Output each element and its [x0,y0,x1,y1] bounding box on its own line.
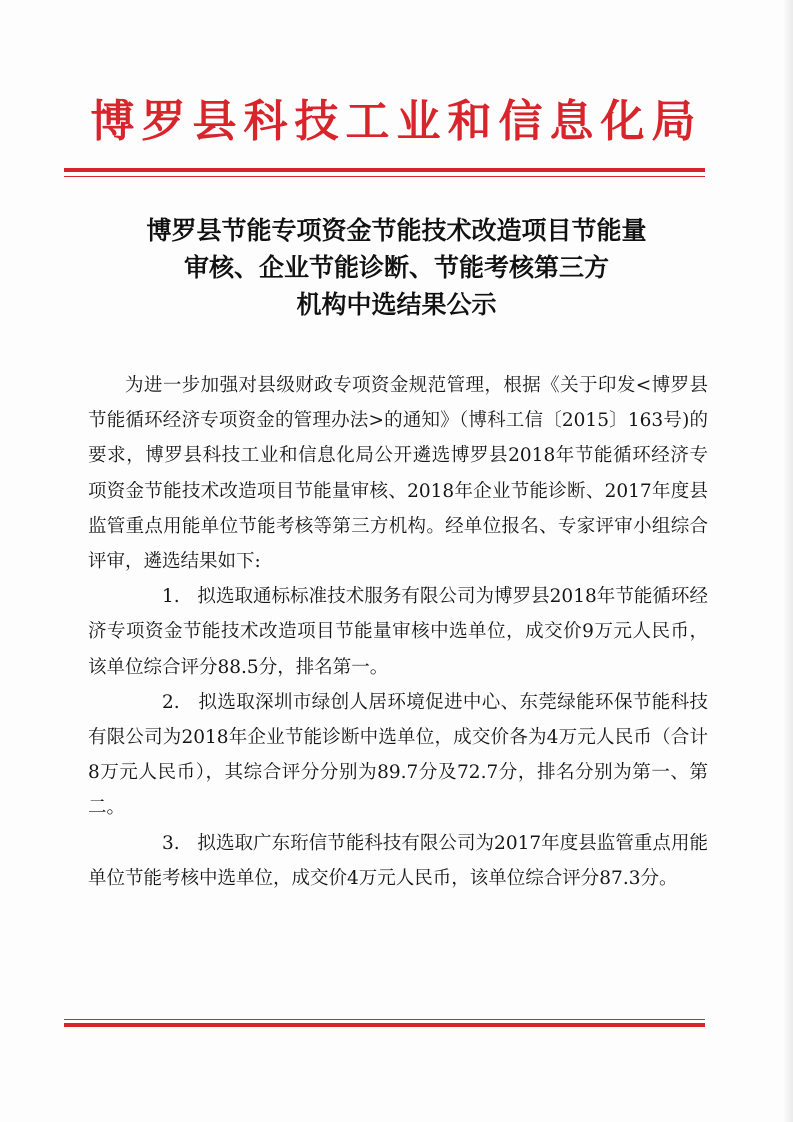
result-item-1 [88,579,708,685]
item-text: 拟选取广东珩信节能科技有限公司为2017年度县监管重点用能单位节能考核中选单位，成交价4万元人民币，该单位综合评分87.3分。 [88,832,708,889]
item-text: 拟选取通标标准技术服务有限公司为博罗县2018年节能循环经济专项资金节能技术改造项目节能量审核中选单位，成交价9万元人民币，该单位综合评分88.5分，排名第一。 [88,586,708,678]
title-line-2: 审核、企业节能诊断、节能考核第三方 [183,253,609,282]
result-item-3 [88,826,708,896]
header-divider-thin [64,176,705,177]
item-number: 2. [162,691,180,713]
result-item-2 [88,685,708,826]
item-number: 1. [162,586,180,608]
document-body [88,368,708,896]
intro-paragraph: 为进一步加强对县级财政专项资金规范管理，根据《关于印发<博罗县节能循环经济专项资金的管理办法>的通知》（博科工信〔2015〕163号)的要求，博罗县科技工业和信息化局公开遴选博罗县2018年节能循环经济专项资金节能技术改造项目节能量审核、2018年企业节能诊断、2017年度县监管重点用能单位节能考核等第三方机构。经单位报名、专家评审小组综合评审，遴选结果如下: [88,375,708,573]
document-title [84,212,709,323]
footer-divider-thin [64,1019,705,1020]
footer-divider-thick [64,1023,705,1027]
scan-edge-shadow [783,0,793,1122]
header-divider-thick [64,168,705,172]
title-line-1: 博罗县节能专项资金节能技术改造项目节能量 [146,216,647,245]
organization-header: 博罗县科技工业和信息化局 [90,96,703,147]
item-number: 3. [162,832,180,854]
item-text: 拟选取深圳市绿创人居环境促进中心、东莞绿能环保节能科技有限公司为2018年企业节能诊断中选单位，成交价各为4万元人民币（合计8万元人民币），其综合评分分别为89.7分及72.7分，排名分别为第一、第二。 [88,691,708,819]
title-line-3: 机构中选结果公示 [296,290,497,319]
